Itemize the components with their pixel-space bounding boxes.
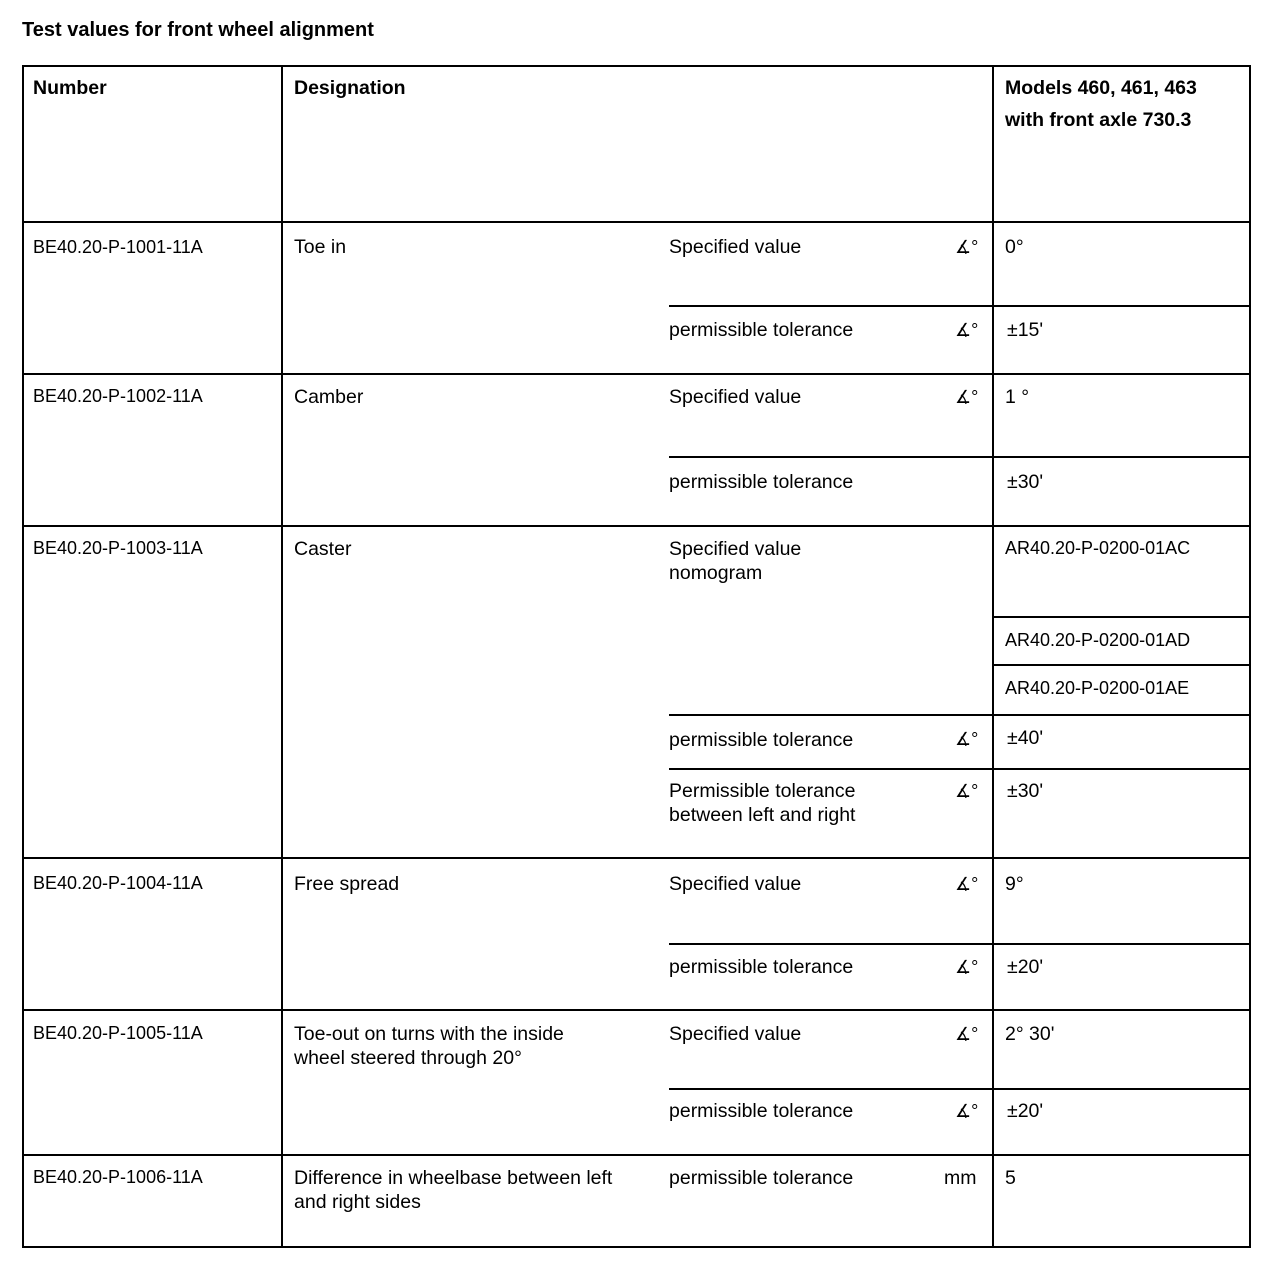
angle-icon: ∡° <box>955 320 979 340</box>
specified-value: 9° <box>1005 873 1024 895</box>
lr-tolerance-value: ±30' <box>1007 780 1044 802</box>
angle-icon: ∡° <box>955 387 979 407</box>
unit-mm: mm <box>944 1167 977 1189</box>
row-number: BE40.20-P-1002-11A <box>33 386 203 406</box>
specified-value-label: Specified value <box>669 236 802 258</box>
subrow-divider <box>992 616 1251 618</box>
page-title: Test values for front wheel alignment <box>22 19 374 41</box>
table-border-bottom <box>22 1246 1251 1248</box>
nomogram-reference: AR40.20-P-0200-01AD <box>1005 630 1191 650</box>
nomogram-reference: AR40.20-P-0200-01AE <box>1005 678 1190 698</box>
specified-value-label: Specified value <box>669 873 802 895</box>
angle-icon: ∡° <box>955 874 979 894</box>
angle-icon: ∡° <box>955 237 979 257</box>
header-models-line2: with front axle 730.3 <box>1005 109 1192 131</box>
header-models-line1: Models 460, 461, 463 <box>1005 77 1197 99</box>
angle-icon: ∡° <box>955 1024 979 1044</box>
tolerance-value: 5 <box>1005 1167 1016 1189</box>
table-border-top <box>22 65 1251 67</box>
table-border-right <box>1249 65 1251 1248</box>
row-number: BE40.20-P-1003-11A <box>33 538 203 558</box>
tolerance-value: ±20' <box>1007 1100 1044 1122</box>
row-number: BE40.20-P-1001-11A <box>33 237 203 257</box>
column-divider-1 <box>281 65 283 1248</box>
subrow-divider <box>669 1088 1251 1090</box>
subrow-divider <box>669 768 1251 770</box>
nomogram-reference: AR40.20-P-0200-01AC <box>1005 538 1191 558</box>
header-designation: Designation <box>294 77 406 99</box>
lr-tolerance-label-line2: between left and right <box>669 804 856 826</box>
row-number: BE40.20-P-1004-11A <box>33 873 203 893</box>
angle-icon: ∡° <box>955 957 979 977</box>
tolerance-value: ±15' <box>1007 319 1044 341</box>
tolerance-label: permissible tolerance <box>669 471 854 493</box>
column-divider-2 <box>992 65 994 1248</box>
specified-value-label: Specified value <box>669 538 802 560</box>
table-border-left <box>22 65 24 1248</box>
row-designation-line2: wheel steered through 20° <box>294 1047 522 1069</box>
tolerance-label: permissible tolerance <box>669 1167 854 1189</box>
row-number: BE40.20-P-1006-11A <box>33 1167 203 1187</box>
row-designation: Free spread <box>294 873 400 895</box>
row-divider <box>22 857 1251 859</box>
tolerance-label: permissible tolerance <box>669 1100 854 1122</box>
subrow-divider <box>669 714 1251 716</box>
specified-value: 1 ° <box>1005 386 1030 408</box>
row-designation: Toe-out on turns with the inside <box>294 1023 564 1045</box>
row-designation: Caster <box>294 538 352 560</box>
tolerance-label: permissible tolerance <box>669 956 854 978</box>
row-divider <box>22 1154 1251 1156</box>
specified-value-label: Specified value <box>669 1023 802 1045</box>
row-designation: Camber <box>294 386 364 408</box>
subrow-divider <box>992 664 1251 666</box>
tolerance-value: ±20' <box>1007 956 1044 978</box>
row-number: BE40.20-P-1005-11A <box>33 1023 203 1043</box>
angle-icon: ∡° <box>955 1101 979 1121</box>
lr-tolerance-label: Permissible tolerance <box>669 780 856 802</box>
subrow-divider <box>669 305 1251 307</box>
header-number: Number <box>33 77 107 99</box>
tolerance-value: ±30' <box>1007 471 1044 493</box>
specified-value-label-nomogram: nomogram <box>669 562 763 584</box>
angle-icon: ∡° <box>955 729 979 749</box>
row-designation: Toe in <box>294 236 347 258</box>
row-divider <box>22 373 1251 375</box>
tolerance-label: permissible tolerance <box>669 319 854 341</box>
subrow-divider <box>669 456 1251 458</box>
specified-value-label: Specified value <box>669 386 802 408</box>
row-divider <box>22 1009 1251 1011</box>
subrow-divider <box>669 943 1251 945</box>
tolerance-label: permissible tolerance <box>669 729 854 751</box>
angle-icon: ∡° <box>955 781 979 801</box>
row-divider <box>22 525 1251 527</box>
specified-value: 2° 30' <box>1005 1023 1055 1045</box>
tolerance-value: ±40' <box>1007 727 1044 749</box>
row-divider <box>22 221 1251 223</box>
specified-value: 0° <box>1005 236 1024 258</box>
row-designation: Difference in wheelbase between left <box>294 1167 613 1189</box>
row-designation-line2: and right sides <box>294 1191 421 1213</box>
